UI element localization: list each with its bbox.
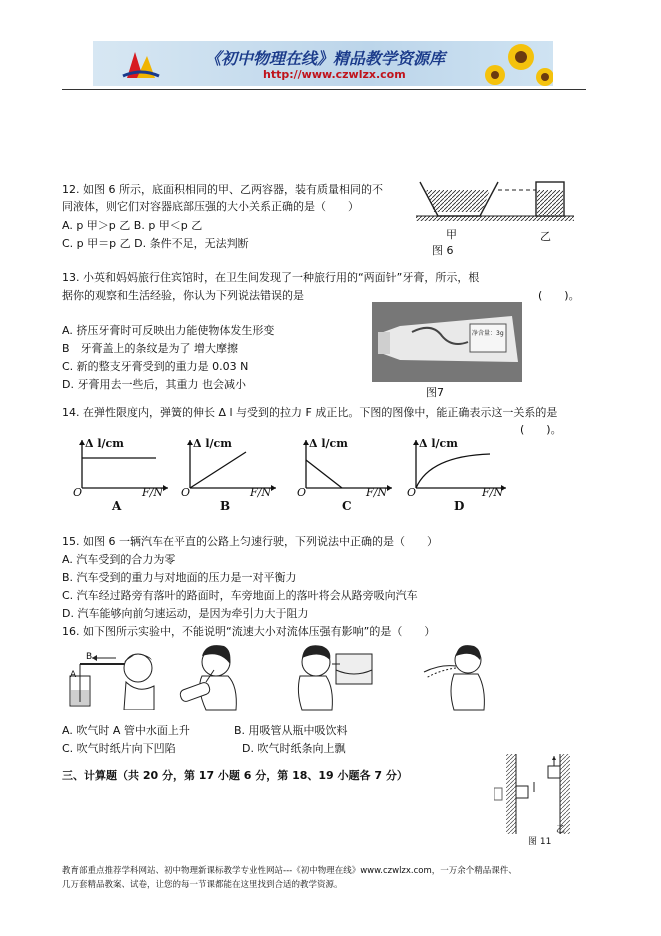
q12-label-jia: 甲: [446, 228, 457, 241]
header-rule: [62, 89, 586, 90]
q16-fig-b-drinking-straw: [176, 640, 246, 712]
q12-containers-figure: [416, 178, 576, 246]
q16-option-a: A. 吹气时 A 管中水面上升: [62, 724, 190, 737]
q15-line1: 15. 如图 6 一辆汽车在平直的公路上匀速行驶，下列说法中正确的是（ ）: [62, 535, 438, 548]
q13-line1: 13. 小英和妈妈旅行住宾馆时，在卫生间发现了一种旅行用的“两面针”牙膏，所示，根: [62, 271, 480, 284]
q13-fig-caption: 图7: [426, 386, 444, 399]
q16-fig-a-label-b: B: [86, 652, 93, 662]
q14-line1: 14. 在弹性限度内，弹簧的伸长 Δ l 与受到的拉力 F 成正比。下图的图像中，能正确表示这一关系的是: [62, 406, 558, 419]
q15-option-b: B. 汽车受到的重力与对地面的压力是一对平衡力: [62, 571, 297, 584]
q13-answer-blank: ( )。: [538, 289, 580, 302]
graph-c-xlabel: F/N: [366, 486, 387, 499]
q12-line2: 同液体，则它们对容器底部压强的大小关系正确的是（ ）: [62, 200, 359, 213]
graph-b-ylabel: Δ l/cm: [193, 437, 232, 450]
graph-c: [296, 436, 396, 516]
q17-wall-figure: [494, 752, 584, 838]
q16-fig-a-blowing-tube: [66, 646, 156, 710]
q15-option-d: D. 汽车能够向前匀速运动，是因为牵引力大于阻力: [62, 607, 309, 620]
q13-option-b: B 牙膏盖上的条纹是为了 增大摩擦: [62, 342, 239, 355]
graph-d-origin: O: [407, 486, 417, 499]
graph-c-origin: O: [297, 486, 307, 499]
q12-fig-caption: 图 6: [432, 244, 454, 257]
graph-d-xlabel: F/N: [482, 486, 503, 499]
graph-d: [406, 436, 516, 516]
q17-fig-caption: 图 11: [528, 837, 552, 847]
q15-option-a: A. 汽车受到的合力为零: [62, 553, 176, 566]
q12-option-cd: C. p 甲＝p 乙 D. 条件不足，无法判断: [62, 237, 249, 250]
graph-a-xlabel: F/N: [142, 486, 163, 499]
graph-b-curve: [190, 452, 246, 488]
graph-c-curve: [306, 460, 342, 488]
graph-b-label: B: [220, 499, 231, 513]
q12-line1: 12. 如图 6 所示，底面积相同的甲、乙两容器，装有质量相同的不: [62, 183, 383, 196]
graph-b-origin: O: [181, 486, 191, 499]
banner-url[interactable]: http://www.czwlzx.com: [263, 68, 406, 81]
q16-fig-c-paper-blow: [292, 640, 378, 712]
q16-option-d: D. 吹气时纸条向上飘: [242, 742, 346, 755]
q17-fig-label-yi: 乙: [556, 825, 566, 835]
toothpaste-photo: [372, 302, 522, 382]
section3-title: 三、计算题（共 20 分，第 17 小题 6 分，第 18、19 小题各 7 分）: [62, 769, 408, 782]
toothpaste-tube-icon: [372, 302, 522, 382]
graph-b: [180, 436, 280, 516]
banner-title: 《初中物理在线》精品教学资源库: [205, 49, 446, 68]
q13-option-c: C. 新的整支牙膏受到的重力是 0.03 N: [62, 360, 249, 373]
toothpaste-label-text: 净含量：3g: [472, 330, 504, 337]
graph-a: [72, 436, 172, 516]
footer-line1: 教育部重点推荐学科网站、初中物理新课标教学专业性网站---《初中物理在线》www.czwlzx.com，一万余个精品课件、: [62, 866, 517, 876]
graph-c-label: C: [342, 499, 352, 513]
q16-fig-a-label-a: A: [70, 670, 77, 680]
q12-option-ab: A. p 甲＞p 乙 B. p 甲＜p 乙: [62, 219, 203, 232]
q16-option-b: B. 用吸管从瓶中吸饮料: [234, 724, 348, 737]
logo-icon: [121, 46, 161, 82]
graph-d-ylabel: Δ l/cm: [419, 437, 458, 450]
q14-answer-blank: ( )。: [520, 423, 562, 436]
q13-option-a: A. 挤压牙膏时可反映出力能使物体发生形变: [62, 324, 275, 337]
sunflower-icon: [483, 41, 553, 86]
graph-a-ylabel: Δ l/cm: [85, 437, 124, 450]
graph-d-label: D: [454, 499, 465, 513]
q13-line2: 据你的观察和生活经验，你认为下列说法错误的是: [62, 289, 304, 302]
graph-a-origin: O: [73, 486, 83, 499]
q15-option-c: C. 汽车经过路旁有落叶的路面时，车旁地面上的落叶将会从路旁吸向汽车: [62, 589, 418, 602]
q12-label-yi: 乙: [540, 230, 551, 243]
graph-c-ylabel: Δ l/cm: [309, 437, 348, 450]
q16-option-c: C. 吹气时纸片向下凹陷: [62, 742, 176, 755]
graph-b-xlabel: F/N: [250, 486, 271, 499]
footer-line2: 几万套精品教案、试卷，让您的每一节课都能在这里找到合适的教学资源。: [62, 880, 343, 890]
header-banner: [93, 41, 553, 86]
q16-line1: 16. 如下图所示实验中，不能说明“流速大小对流体压强有影响”的是（ ）: [62, 625, 436, 638]
graph-a-label: A: [112, 499, 122, 513]
q16-fig-d-paper-strip: [420, 640, 490, 712]
q13-option-d: D. 牙膏用去一些后，其重力 也会减小: [62, 378, 246, 391]
graph-d-curve: [416, 454, 490, 488]
